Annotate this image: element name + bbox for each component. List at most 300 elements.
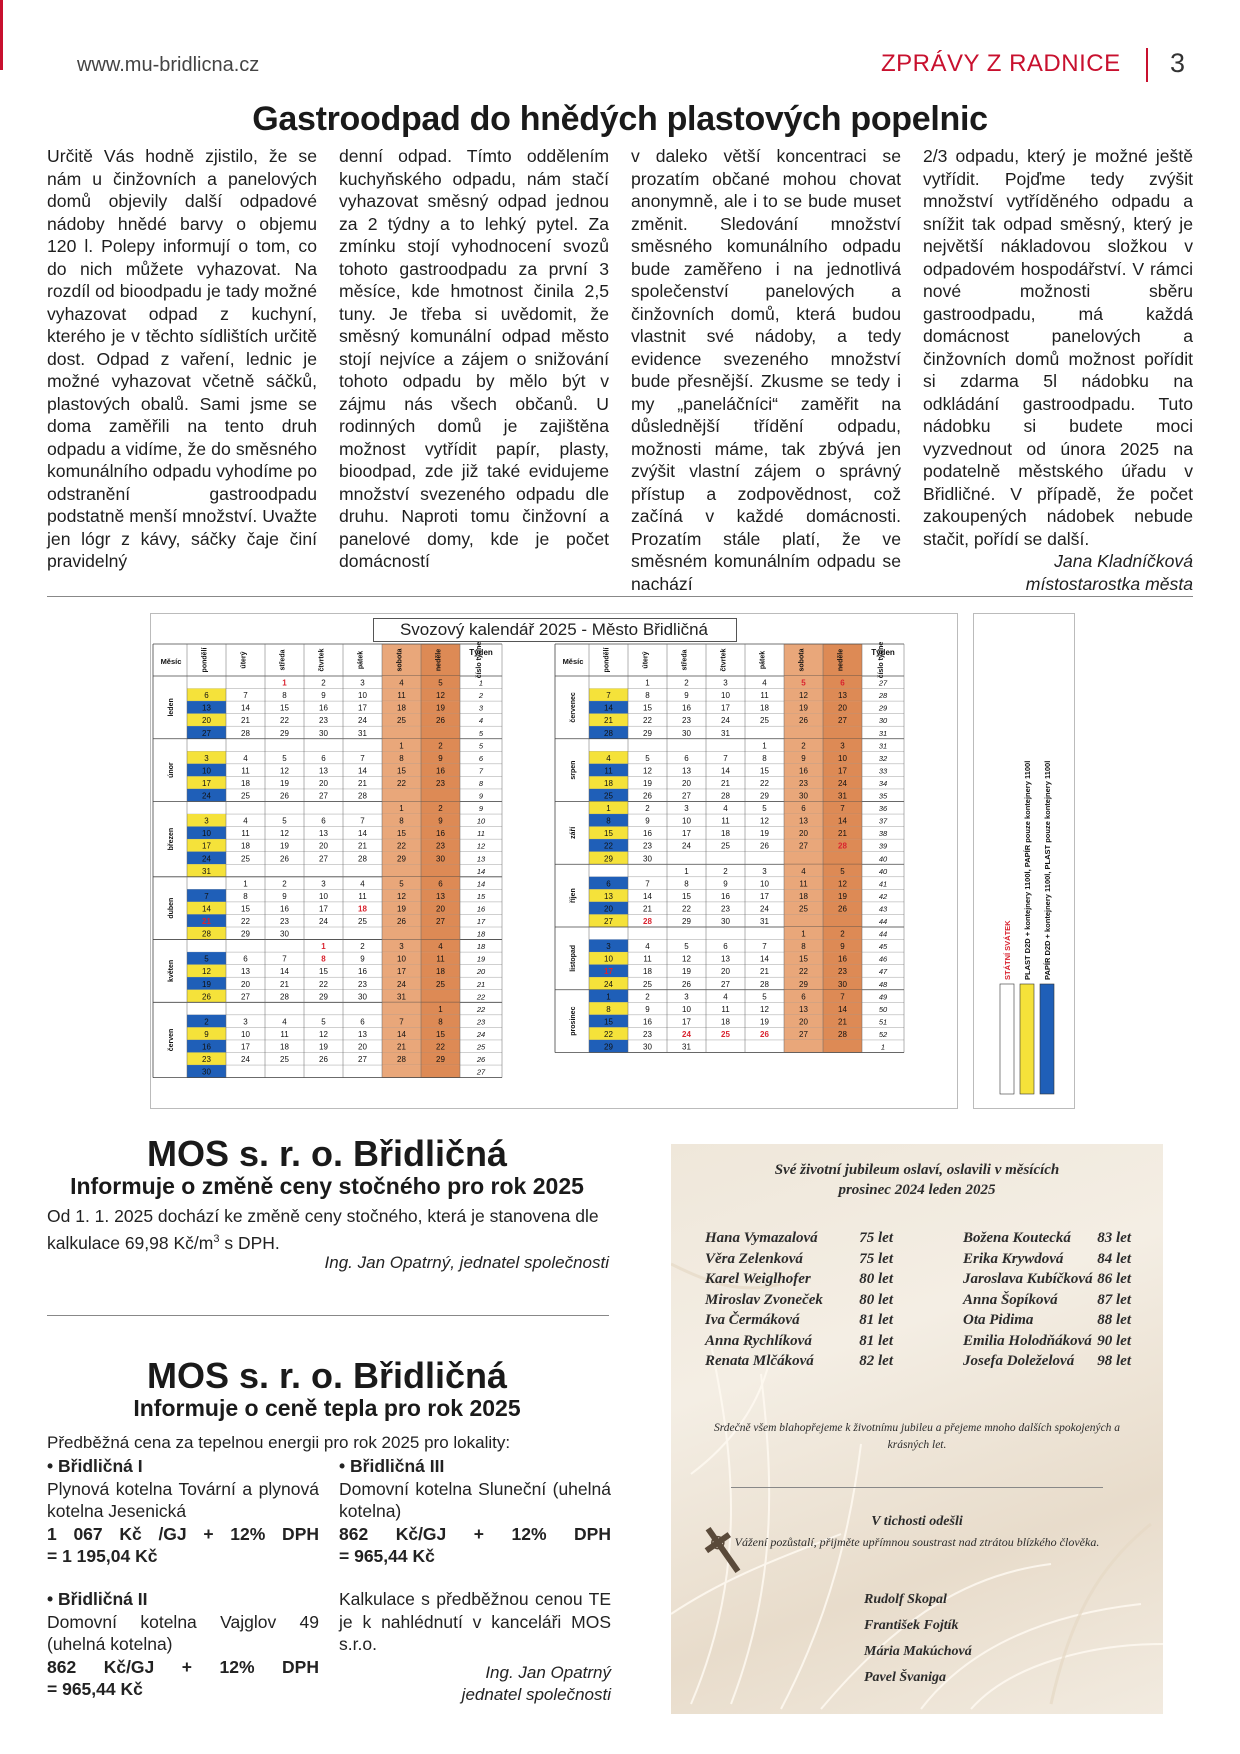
weekday-label: pondělí <box>603 647 611 673</box>
week-number: 27 <box>878 678 888 688</box>
jubilee-name: Božena Koutecká <box>963 1230 1071 1246</box>
location-total: = 965,44 Kč <box>339 1546 435 1566</box>
day-number: 14 <box>397 1029 406 1039</box>
article-author: Jana Kladníčková <box>1054 551 1193 571</box>
day-number: 7 <box>243 691 248 701</box>
memorial-name: Pavel Švaniga <box>864 1670 947 1685</box>
day-number: 6 <box>360 1017 365 1027</box>
day-number: 27 <box>319 854 328 864</box>
day-number: 23 <box>280 917 289 926</box>
day-number: 6 <box>204 691 209 701</box>
day-number: 5 <box>840 866 845 876</box>
day-number: 21 <box>838 1017 847 1027</box>
day-number: 27 <box>682 791 691 801</box>
day-number: 30 <box>358 992 367 1002</box>
day-number: 11 <box>643 954 652 964</box>
day-number: 14 <box>643 891 652 901</box>
site-url[interactable]: www.mu-bridlicna.cz <box>77 54 260 76</box>
week-number: 31 <box>878 728 888 738</box>
day-number: 18 <box>721 1017 730 1027</box>
memorial-name: František Fojtík <box>864 1618 959 1633</box>
day-number: 10 <box>838 753 847 763</box>
week-number: 40 <box>878 854 888 864</box>
day-number: 27 <box>604 917 613 926</box>
day-number: 22 <box>760 778 769 788</box>
day-number: 28 <box>358 791 367 801</box>
mos1-subtitle: Informuje o změně ceny stočného pro rok 2025 <box>70 1173 584 1199</box>
weekend-cell <box>382 1065 421 1078</box>
day-number: 14 <box>202 904 211 914</box>
day-number: 3 <box>204 816 209 826</box>
day-number: 11 <box>358 891 367 901</box>
page-number: 3 <box>1170 48 1186 78</box>
day-number: 31 <box>358 728 367 738</box>
day-number: 29 <box>682 917 691 926</box>
day-number: 18 <box>358 904 367 914</box>
day-number: 6 <box>723 942 728 952</box>
week-number: 2 <box>478 691 484 701</box>
week-number: 32 <box>878 753 888 763</box>
week-number: 31 <box>878 741 888 751</box>
week-number: 51 <box>878 1017 888 1027</box>
location-price: 1 067 Kč /GJ + 12% DPH <box>47 1523 319 1544</box>
day-number: 14 <box>241 703 250 713</box>
article-text: v daleko větší koncentraci se prozatím občané mohou chovat anonymně, ale i to se bude muset změnit. Sledování množství směsného komunálního odpadu bude zaměřeno i na jednotlivá společenství panelových a činžovních domů, která budou vlastnit své nádoby, a tedy evidence svezeného množství bude přesnější. Zkusme se tedy i my „paneláčníci“ zaměřit na důslednější třídění odpadu, možnosti máme, tak zbývá jen zvýšit vlastní zájem o správný přístup a zodpovědnost, což začíná v každé domácnosti. Prozatím stále platí, že ve směsném komunálním odpadu se nachází <box>631 146 901 594</box>
article-column-2 <box>339 145 609 573</box>
day-number: 25 <box>604 791 613 801</box>
day-number: 28 <box>604 728 613 738</box>
mos1-body <box>47 1205 609 1255</box>
day-number: 31 <box>682 1042 691 1052</box>
day-number: 1 <box>243 879 248 889</box>
day-number: 18 <box>241 841 250 851</box>
day-number: 28 <box>397 1055 406 1065</box>
jubilee-name: Anna Šopíková <box>963 1291 1058 1308</box>
day-number: 1 <box>399 804 404 814</box>
day-number: 19 <box>760 1017 769 1027</box>
day-number: 13 <box>319 829 328 839</box>
day-number: 25 <box>760 716 769 726</box>
day-number: 7 <box>762 942 767 952</box>
week-number: 3 <box>478 703 484 713</box>
collection-calendar <box>150 613 958 1109</box>
day-number: 16 <box>721 891 730 901</box>
week-number: 5 <box>478 741 484 751</box>
day-number: 30 <box>319 728 328 738</box>
day-number: 22 <box>397 841 406 851</box>
day-number: 1 <box>282 678 287 688</box>
week-number: 47 <box>878 967 888 977</box>
day-number: 26 <box>838 904 847 914</box>
day-number: 20 <box>799 829 808 839</box>
day-number: 9 <box>645 816 650 826</box>
week-number: 17 <box>476 917 486 926</box>
day-number: 2 <box>321 678 326 688</box>
day-number: 3 <box>684 992 689 1002</box>
header-divider <box>1146 48 1148 82</box>
memorial-name: Rudolf Skopal <box>864 1592 947 1607</box>
day-number: 16 <box>643 829 652 839</box>
weekend-cell <box>421 864 460 877</box>
week-number: 14 <box>476 879 486 889</box>
month-label: říjen <box>570 888 577 904</box>
week-number: 21 <box>476 979 486 989</box>
day-number: 9 <box>840 942 845 952</box>
day-number: 8 <box>684 879 689 889</box>
day-number: 9 <box>801 753 806 763</box>
day-number: 7 <box>645 879 650 889</box>
jubilee-age: 87 let <box>1097 1291 1131 1308</box>
day-number: 6 <box>438 879 443 889</box>
day-number: 12 <box>643 766 652 776</box>
day-number: 3 <box>684 804 689 814</box>
day-number: 5 <box>438 678 443 688</box>
mos2-subtitle: Informuje o ceně tepla pro rok 2025 <box>133 1395 521 1421</box>
day-number: 7 <box>606 691 611 701</box>
day-number: 14 <box>358 766 367 776</box>
day-number: 30 <box>721 917 730 926</box>
month-label: duben <box>168 897 175 919</box>
day-number: 30 <box>280 929 289 939</box>
week-number: 25 <box>476 1042 486 1052</box>
day-number: 29 <box>643 728 652 738</box>
location-bridlicna-3 <box>339 1455 611 1568</box>
week-number: 52 <box>878 1029 888 1039</box>
mos1-signature: Ing. Jan Opatrný, jednatel společnosti <box>324 1253 609 1272</box>
week-number: 15 <box>476 891 486 901</box>
week-number: 19 <box>476 954 486 964</box>
day-number: 18 <box>799 891 808 901</box>
week-number: 26 <box>476 1055 486 1065</box>
day-number: 26 <box>799 716 808 726</box>
day-number: 11 <box>436 954 445 964</box>
day-number: 10 <box>604 954 613 964</box>
day-number: 22 <box>319 979 328 989</box>
jubilee-age: 86 let <box>1097 1271 1131 1287</box>
day-number: 1 <box>321 942 326 952</box>
day-number: 3 <box>204 753 209 763</box>
day-number: 17 <box>604 967 613 977</box>
month-label: listopad <box>570 944 577 972</box>
day-number: 21 <box>280 979 289 989</box>
day-number: 28 <box>280 992 289 1002</box>
weekday-label: číslo týdne <box>878 641 885 679</box>
weekday-label: čtvrtek <box>318 648 326 672</box>
day-number: 4 <box>723 992 728 1002</box>
day-number: 3 <box>360 678 365 688</box>
day-number: 25 <box>397 716 406 726</box>
day-number: 10 <box>397 954 406 964</box>
day-number: 23 <box>721 904 730 914</box>
calendar-title: Svozový kalendář 2025 - Město Břidličná <box>399 620 709 639</box>
day-number: 16 <box>319 703 328 713</box>
day-number: 17 <box>202 841 211 851</box>
calendar-half-1 <box>153 642 502 1078</box>
day-number: 20 <box>319 841 328 851</box>
article-text: Určitě Vás hodně zjistilo, že se nám u činžovních a panelových domů objevily další odpadové nádoby hnědé barvy o objemu 120 l. Polepy informují o tom, co do nich můžete vyhazovat. Na rozdíl od bioodpadu je tady možné vyhazovat odpad z kuchyní, kterého je v těchto sídlištích určitě dost. Odpad z vaření, lednic je možné vyhazovat včetně sáčků, plastových obalů. Sami jsme se doma zaměřili na tento druh odpadu a vidíme, že do směsného komunálního odpadu vyhodíme po odstranění gastroodpadu podstatně menší množství. Uvažte jen lógr z kávy, sáčky čaje činí pravidelný <box>47 146 317 571</box>
day-number: 3 <box>762 866 767 876</box>
location-desc: Domovní kotelna Sluneční (uhelná kotelna) <box>339 1478 611 1521</box>
location-price: 862 Kč/GJ + 12% DPH <box>339 1523 611 1544</box>
day-number: 5 <box>399 879 404 889</box>
weekend-cell <box>823 914 862 927</box>
day-number: 7 <box>360 753 365 763</box>
day-number: 8 <box>762 753 767 763</box>
day-number: 6 <box>684 753 689 763</box>
day-number: 22 <box>280 716 289 726</box>
location-bridlicna-2 <box>47 1588 319 1701</box>
week-number: 18 <box>476 929 486 939</box>
day-number: 24 <box>682 841 691 851</box>
day-number: 15 <box>397 829 406 839</box>
day-number: 21 <box>604 716 613 726</box>
day-number: 21 <box>838 829 847 839</box>
day-number: 24 <box>682 1029 691 1039</box>
day-number: 24 <box>838 778 847 788</box>
week-number: 33 <box>878 766 888 776</box>
day-number: 18 <box>760 703 769 713</box>
day-number: 21 <box>760 967 769 977</box>
week-number: 7 <box>478 766 484 776</box>
day-number: 9 <box>204 1029 209 1039</box>
day-number: 14 <box>604 703 613 713</box>
day-number: 5 <box>684 942 689 952</box>
day-number: 6 <box>801 804 806 814</box>
day-number: 15 <box>604 1017 613 1027</box>
day-number: 5 <box>321 1017 326 1027</box>
week-number: 29 <box>878 703 888 713</box>
jubilee-name: Renata Mlčáková <box>705 1353 814 1369</box>
day-number: 12 <box>319 1029 328 1039</box>
day-number: 24 <box>319 917 328 926</box>
day-number: 2 <box>438 741 443 751</box>
day-number: 1 <box>399 741 404 751</box>
day-number: 4 <box>360 879 365 889</box>
day-number: 16 <box>799 766 808 776</box>
day-number: 9 <box>684 691 689 701</box>
day-number: 24 <box>241 1055 250 1065</box>
day-number: 22 <box>682 904 691 914</box>
jubilee-age: 98 let <box>1097 1353 1131 1369</box>
day-number: 29 <box>604 854 613 864</box>
day-number: 19 <box>643 778 652 788</box>
day-number: 25 <box>721 841 730 851</box>
month-label: leden <box>168 698 175 717</box>
weekday-label: středa <box>681 649 689 671</box>
weekday-label: číslo týdne <box>476 641 483 679</box>
month-label: červen <box>168 1028 175 1052</box>
day-number: 29 <box>241 929 250 939</box>
day-number: 19 <box>838 891 847 901</box>
day-number: 28 <box>760 979 769 989</box>
day-number: 25 <box>280 1055 289 1065</box>
day-number: 4 <box>723 804 728 814</box>
day-number: 25 <box>241 854 250 864</box>
section-divider <box>47 596 1193 597</box>
day-number: 2 <box>684 678 689 688</box>
day-number: 17 <box>319 904 328 914</box>
day-number: 6 <box>606 879 611 889</box>
day-number: 21 <box>358 841 367 851</box>
day-number: 20 <box>682 778 691 788</box>
day-number: 7 <box>399 1017 404 1027</box>
weekend-cell <box>823 726 862 739</box>
article-text: denní odpad. Tímto oddělením kuchyňského odpadu, nám stačí vyhazovat směsný odpad jednou za 2 týdny a to lehký pytel. Za zmínku stojí vyhodnocení svozů tohoto gastroodpadu za první 3 měsíce, kde hmotnost činila 2,5 tuny. Je třeba si uvědomit, že směsný komunální odpad město stojí nejvíce a zájem o snižování tohoto odpadu by mělo být v zájmu nás všech občanů. U rodinných domů je zajištěna možnost vytřídit papír, plasty, bioodpad, zde již také evidujeme množství svezeného odpadu dle druhu. Naproti tomu činžovní a panelové domy, kde je počet domácností <box>339 146 609 571</box>
day-number: 17 <box>397 967 406 977</box>
calendar-header-week: Týden <box>871 648 895 657</box>
week-number: 20 <box>476 967 486 977</box>
day-number: 1 <box>801 929 806 939</box>
day-number: 20 <box>202 716 211 726</box>
day-number: 15 <box>397 766 406 776</box>
day-number: 22 <box>241 917 250 926</box>
calendar-header-month: Měsíc <box>562 657 584 666</box>
day-number: 20 <box>241 979 250 989</box>
day-number: 9 <box>645 1004 650 1014</box>
weekend-cell <box>784 726 823 739</box>
day-number: 13 <box>799 1004 808 1014</box>
day-number: 6 <box>321 753 326 763</box>
weekend-cell <box>421 1065 460 1078</box>
day-number: 13 <box>358 1029 367 1039</box>
day-number: 26 <box>436 716 445 726</box>
article-column-3 <box>631 145 901 595</box>
jubilee-age: 83 let <box>1097 1230 1131 1246</box>
day-number: 16 <box>643 1017 652 1027</box>
day-number: 30 <box>436 854 445 864</box>
article-column-1 <box>47 145 317 573</box>
day-number: 22 <box>799 967 808 977</box>
day-number: 10 <box>319 891 328 901</box>
weekend-cell <box>382 726 421 739</box>
day-number: 4 <box>282 1017 287 1027</box>
day-number: 4 <box>762 678 767 688</box>
day-number: 16 <box>280 904 289 914</box>
day-number: 1 <box>684 866 689 876</box>
day-number: 26 <box>280 854 289 864</box>
weekend-cell <box>823 852 862 865</box>
day-number: 29 <box>280 728 289 738</box>
day-number: 7 <box>723 753 728 763</box>
day-number: 23 <box>358 979 367 989</box>
day-number: 20 <box>721 967 730 977</box>
week-number: 27 <box>476 1067 486 1077</box>
day-number: 29 <box>604 1042 613 1052</box>
day-number: 21 <box>643 904 652 914</box>
mos2-signature <box>339 1662 611 1706</box>
day-number: 19 <box>436 703 445 713</box>
day-number: 29 <box>319 992 328 1002</box>
day-number: 8 <box>399 816 404 826</box>
day-number: 25 <box>358 917 367 926</box>
day-number: 3 <box>243 1017 248 1027</box>
day-number: 14 <box>358 829 367 839</box>
legend-graphic <box>974 614 1074 1108</box>
weekend-cell <box>382 1002 421 1015</box>
weekend-cell <box>421 726 460 739</box>
weekend-cell <box>421 789 460 802</box>
jubilee-name: Josefa Doleželová <box>963 1353 1075 1369</box>
day-number: 1 <box>762 741 767 751</box>
jubilee-panel <box>671 1144 1163 1714</box>
day-number: 10 <box>202 766 211 776</box>
day-number: 25 <box>721 1029 730 1039</box>
day-number: 8 <box>243 891 248 901</box>
week-number: 10 <box>476 816 486 826</box>
day-number: 19 <box>202 979 211 989</box>
day-number: 4 <box>243 753 248 763</box>
day-number: 25 <box>436 979 445 989</box>
day-number: 22 <box>604 1029 613 1039</box>
day-number: 20 <box>799 1017 808 1027</box>
jubilee-age: 80 let <box>859 1271 893 1287</box>
day-number: 18 <box>436 967 445 977</box>
day-number: 17 <box>682 829 691 839</box>
day-number: 27 <box>319 791 328 801</box>
day-number: 9 <box>321 691 326 701</box>
day-number: 13 <box>319 766 328 776</box>
day-number: 29 <box>799 979 808 989</box>
day-number: 4 <box>801 866 806 876</box>
day-number: 11 <box>241 829 250 839</box>
day-number: 2 <box>723 866 728 876</box>
calendar-header-month: Měsíc <box>160 657 182 666</box>
day-number: 10 <box>202 829 211 839</box>
week-number: 36 <box>878 804 888 814</box>
day-number: 10 <box>358 691 367 701</box>
day-number: 29 <box>760 791 769 801</box>
week-number: 4 <box>478 716 484 726</box>
weekday-label: čtvrtek <box>720 648 728 672</box>
jubilee-name: Miroslav Zvoneček <box>705 1291 823 1308</box>
weekend-cell <box>784 852 823 865</box>
week-number: 24 <box>476 1029 486 1039</box>
day-number: 12 <box>799 691 808 701</box>
day-number: 14 <box>838 816 847 826</box>
month-label: červenec <box>570 692 577 723</box>
day-number: 1 <box>645 678 650 688</box>
week-number: 16 <box>476 904 486 914</box>
week-number: 9 <box>478 804 484 814</box>
day-number: 9 <box>723 879 728 889</box>
jubilee-age: 82 let <box>859 1353 893 1369</box>
location-name-text: Břidličná III <box>350 1456 445 1476</box>
day-number: 4 <box>606 753 611 763</box>
day-number: 21 <box>241 716 250 726</box>
day-number: 26 <box>280 791 289 801</box>
day-number: 16 <box>682 703 691 713</box>
day-number: 31 <box>721 728 730 738</box>
day-number: 19 <box>280 778 289 788</box>
week-number: 39 <box>878 841 888 851</box>
jubilee-name: Emilia Holodňáková <box>963 1332 1092 1349</box>
location-name-text: Břidličná I <box>58 1456 143 1476</box>
mos2-company-name: MOS s. r. o. Břidličná <box>146 1355 508 1396</box>
bullet-icon: • <box>47 1589 54 1609</box>
week-number: 1 <box>880 1042 886 1052</box>
day-number: 7 <box>840 992 845 1002</box>
day-number: 8 <box>645 691 650 701</box>
day-number: 23 <box>202 1055 211 1065</box>
day-number: 11 <box>721 1004 730 1014</box>
location-total: = 1 195,04 Kč <box>47 1546 158 1566</box>
section-divider <box>47 1315 609 1316</box>
day-number: 13 <box>604 891 613 901</box>
article-column-4 <box>923 145 1193 595</box>
day-number: 5 <box>801 678 806 688</box>
week-number: 23 <box>476 1017 486 1027</box>
day-number: 24 <box>604 979 613 989</box>
